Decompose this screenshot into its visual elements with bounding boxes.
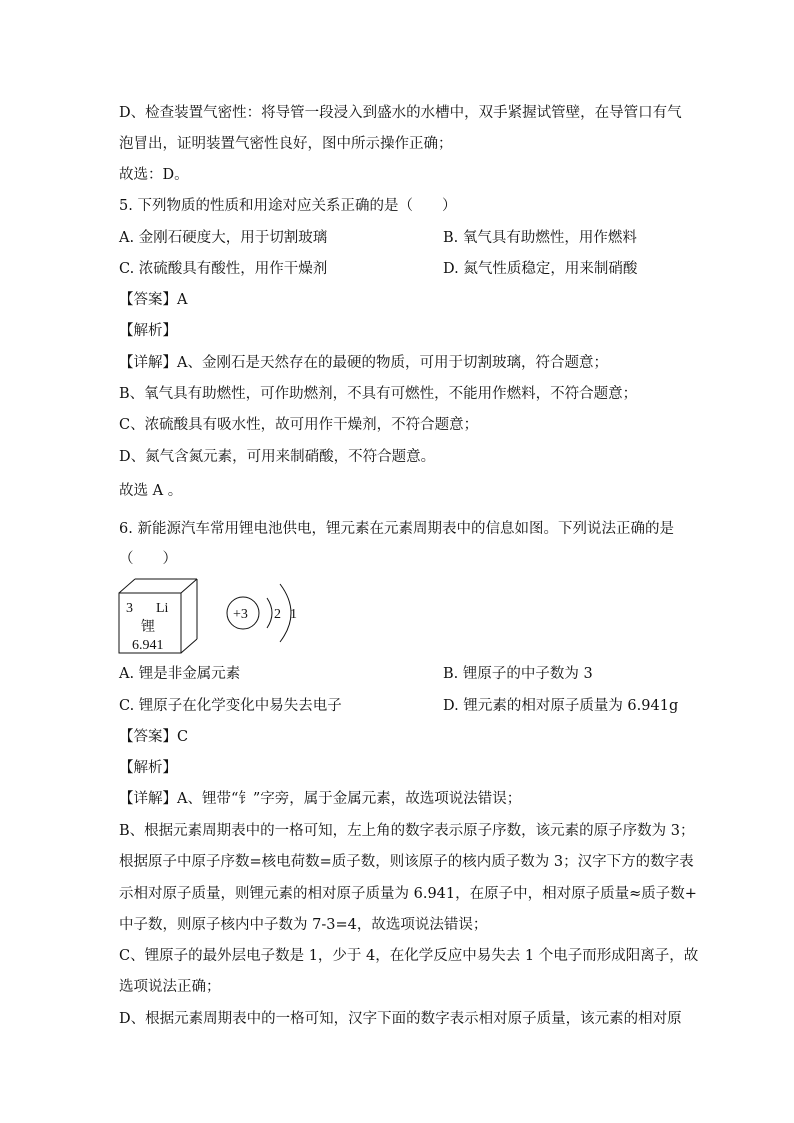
q5-detail: B、氧气具有助燃性，可作助燃剂，不具有可燃性，不能用作燃料，不符合题意； [119, 386, 638, 402]
q6-detail: C、锂原子的最外层电子数是 1，少于 4，在化学反应中易失去 1 个电子而形成阳离子，故 [119, 948, 699, 964]
q6-detail: 根据原子中原子序数=核电荷数=质子数，则该原子的核内质子数为 3；汉字下方的数字表 [119, 854, 694, 870]
q6-analysis-heading: 【解析】 [119, 760, 177, 776]
q6-option-c: C. 锂原子在化学变化中易失去电子 [119, 698, 342, 714]
element-symbol: Li [156, 601, 169, 616]
q5-option-d: D. 氮气性质稳定，用来制硝酸 [443, 261, 638, 277]
q5-answer: 【答案】A [119, 292, 188, 308]
electron-shell-1-arc [267, 598, 272, 628]
question-6-stem-cont: （ ） [119, 551, 177, 567]
atomic-number: 3 [126, 601, 133, 616]
q5-option-b: B. 氧气具有助燃性，用作燃料 [443, 230, 637, 246]
q6-answer: 【答案】C [119, 729, 189, 745]
q6-option-a: A. 锂是非金属元素 [119, 666, 241, 682]
q5-analysis-heading: 【解析】 [119, 323, 177, 339]
shell-1-count: 2 [274, 607, 281, 622]
q5-option-c: C. 浓硫酸具有酸性，用作干燥剂 [119, 261, 328, 277]
q6-detail: D、根据元素周期表中的一格可知，汉字下面的数字表示相对原子质量，该元素的相对原 [119, 1011, 682, 1027]
q5-detail: 【详解】A、金刚石是天然存在的最硬的物质，可用于切割玻璃，符合题意； [119, 355, 608, 371]
question-5-stem: 5. 下列物质的性质和用途对应关系正确的是（ ） [119, 198, 457, 214]
q6-detail: 示相对原子质量，则锂元素的相对原子质量为 6.941，在原子中，相对原子质量≈质子数+ [119, 886, 697, 902]
q5-detail: C、浓硫酸具有吸水性，故可用作干燥剂，不符合题意； [119, 417, 479, 433]
q5-option-a: A. 金刚石硬度大，用于切割玻璃 [119, 230, 328, 246]
lithium-figure [117, 576, 307, 656]
text-line: D、检查装置气密性：将导管一段浸入到盛水的水槽中，双手紧握试管壁，在导管口有气 [119, 105, 682, 121]
q6-detail: B、根据元素周期表中的一格可知，左上角的数字表示原子序数，该元素的原子序数为 3； [119, 823, 695, 839]
shell-2-count: 1 [290, 607, 297, 622]
q5-detail: D、氮气含氮元素，可用来制硝酸，不符合题意。 [119, 449, 436, 465]
q5-choice: 故选 A 。 [119, 483, 183, 499]
text-line: 故选：D。 [119, 167, 189, 183]
q6-detail: 选项说法正确； [119, 979, 221, 995]
atomic-mass: 6.941 [132, 638, 164, 653]
text-line: 泡冒出，证明装置气密性良好，图中所示操作正确； [119, 136, 453, 152]
question-6-stem: 6. 新能源汽车常用锂电池供电，锂元素在元素周期表中的信息如图。下列说法正确的是 [119, 521, 674, 537]
q6-option-b: B. 锂原子的中子数为 3 [443, 666, 593, 682]
q6-detail: 【详解】A、锂带“钅”字旁，属于金属元素，故选项说法错误； [119, 791, 522, 807]
nucleus-charge: +3 [233, 607, 248, 622]
q6-detail: 中子数，则原子核内中子数为 7-3=4，故选项说法错误； [119, 917, 488, 933]
q6-option-d: D. 锂元素的相对原子质量为 6.941g [443, 698, 679, 714]
element-name: 锂 [141, 620, 155, 635]
